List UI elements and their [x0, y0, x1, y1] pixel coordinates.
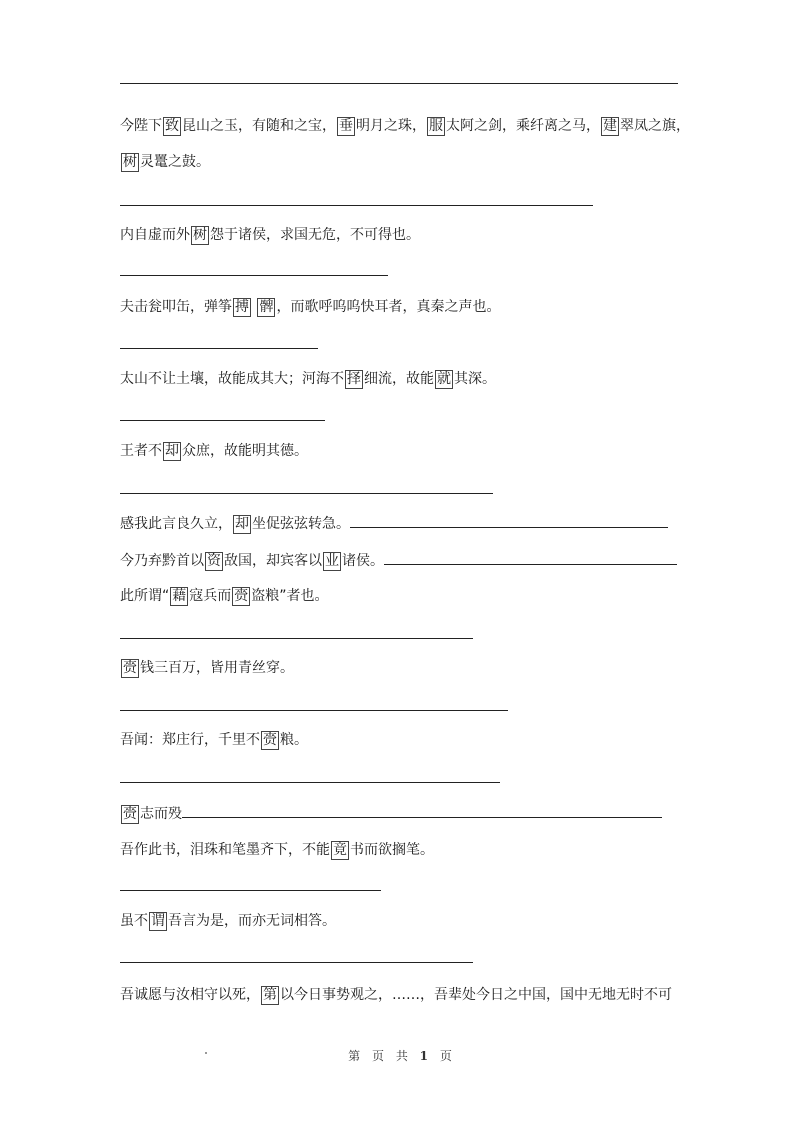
keyword-box: 垂: [339, 118, 353, 134]
answer-line[interactable]: [120, 493, 493, 494]
footer-di: 第: [348, 1049, 361, 1063]
answer-blank[interactable]: [384, 550, 677, 565]
footer-page-count: 1: [419, 1049, 429, 1063]
sentence-text: 王者不: [120, 443, 162, 459]
keyword-box: 资: [207, 553, 221, 569]
sentence-text: 钱三百万，皆用青丝穿。: [140, 660, 294, 676]
sentence-text: 细流，故能: [364, 371, 434, 387]
footer-ye: 页: [371, 1049, 384, 1063]
sentence-text: 其深。: [454, 371, 496, 387]
keyword-box: 择: [347, 371, 361, 387]
keyword-box: 髀: [259, 299, 274, 315]
keyword-box: 致: [165, 118, 179, 134]
answer-line[interactable]: [120, 638, 473, 639]
sentence-text: 以今日事势观之，……，吾辈处今日之中国，国中无地无时不可: [280, 987, 672, 1003]
sentence: [120, 803, 662, 824]
keyword-box: 竟: [333, 842, 347, 858]
sentence-text: ，而歌呼呜呜快耳者，真秦之声也。: [276, 299, 501, 315]
answer-line[interactable]: [120, 710, 508, 711]
sentence-text: 今陛下: [120, 118, 162, 134]
keyword-box: 树: [193, 227, 207, 243]
sentence-text: 吾诚愿与汝相守以死，: [120, 987, 260, 1003]
sentence: [120, 225, 420, 245]
keyword-box: 搏: [235, 299, 249, 315]
keyword-box: 就: [437, 371, 451, 387]
sentence-text: 盗粮”者也。: [251, 588, 329, 604]
keyword-box: 服: [429, 118, 443, 134]
sentence-text: 内自虚而外: [120, 227, 190, 243]
footer-ye: 页: [439, 1049, 452, 1063]
sentence: [120, 369, 496, 389]
sentence-text: 虽不: [120, 913, 148, 929]
sentence: [120, 550, 677, 571]
sentence-text: 吾闻：郑庄行，千里不: [120, 732, 260, 748]
sentence-text: 吾作此书，泪珠和笔墨齐下，不能: [120, 842, 330, 858]
keyword-box: 业: [325, 553, 339, 569]
sentence-text: 粮。: [280, 732, 308, 748]
keyword-box: 赍: [263, 732, 277, 748]
keyword-box: 赍: [123, 806, 137, 822]
keyword-box: 却: [165, 443, 179, 459]
sentence: [120, 586, 329, 606]
sentence: [120, 152, 210, 172]
keyword-box: 树: [123, 154, 137, 170]
sentence: [120, 441, 308, 461]
keyword-box: 赍: [234, 588, 249, 604]
keyword-box: 建: [603, 118, 617, 134]
sentence: [120, 658, 294, 678]
sentence-text: [252, 299, 256, 315]
sentence-text: 太山不让土壤，故能成其大；河海不: [120, 371, 344, 387]
sentence-text: 太阿之剑，乘纤离之马，: [446, 118, 600, 134]
sentence-text: 灵鼍之鼓。: [140, 154, 210, 170]
sentence-text: 众庶，故能明其德。: [182, 443, 308, 459]
keyword-box: 却: [235, 516, 249, 532]
keyword-box: 第: [263, 987, 277, 1003]
sentence: [120, 985, 672, 1005]
sentence: [120, 297, 500, 317]
sentence-text: 诸侯。: [342, 553, 384, 569]
answer-blank[interactable]: [350, 513, 668, 528]
footer-gong: 共: [395, 1049, 408, 1063]
sentence-text: 书而欲搁笔。: [350, 842, 434, 858]
answer-line[interactable]: [120, 205, 593, 206]
keyword-box: 谓: [151, 913, 165, 929]
sentence: [120, 840, 434, 860]
sentence: [120, 513, 668, 534]
sentence-text: 坐促弦弦转急。: [252, 516, 350, 532]
sentence-text: 怨于诸侯，求国无危，不可得也。: [210, 227, 420, 243]
sentence-text: 感我此言良久立，: [120, 516, 232, 532]
sentence: [120, 730, 308, 750]
answer-line[interactable]: [120, 275, 388, 276]
sentence-text: 敌国，却宾客以: [224, 553, 322, 569]
sentence-text: 寇兵而: [189, 588, 232, 604]
sentence-text: 今乃弃黔首以: [120, 553, 204, 569]
sentence-text: 夫击瓮叩缶，弹筝: [120, 299, 232, 315]
answer-line[interactable]: [120, 782, 500, 783]
sentence: [120, 116, 690, 136]
keyword-box: 赍: [123, 660, 137, 676]
sentence-text: 吾言为是，而亦无词相答。: [168, 913, 336, 929]
keyword-box: 藉: [172, 588, 187, 604]
answer-line[interactable]: [120, 83, 678, 84]
answer-line[interactable]: [120, 890, 381, 891]
answer-line[interactable]: [120, 348, 318, 349]
sentence-text: 昆山之玉，有随和之宝，: [182, 118, 336, 134]
sentence-text: 翠凤之旗，: [620, 118, 690, 134]
answer-line[interactable]: [120, 420, 325, 421]
answer-line[interactable]: [120, 962, 473, 963]
page-footer: [0, 1047, 800, 1064]
sentence-text: 此所谓“: [120, 588, 170, 604]
answer-blank[interactable]: [182, 803, 662, 818]
sentence-text: 志而殁: [140, 806, 182, 822]
sentence: [120, 911, 336, 931]
sentence-text: 明月之珠，: [356, 118, 426, 134]
